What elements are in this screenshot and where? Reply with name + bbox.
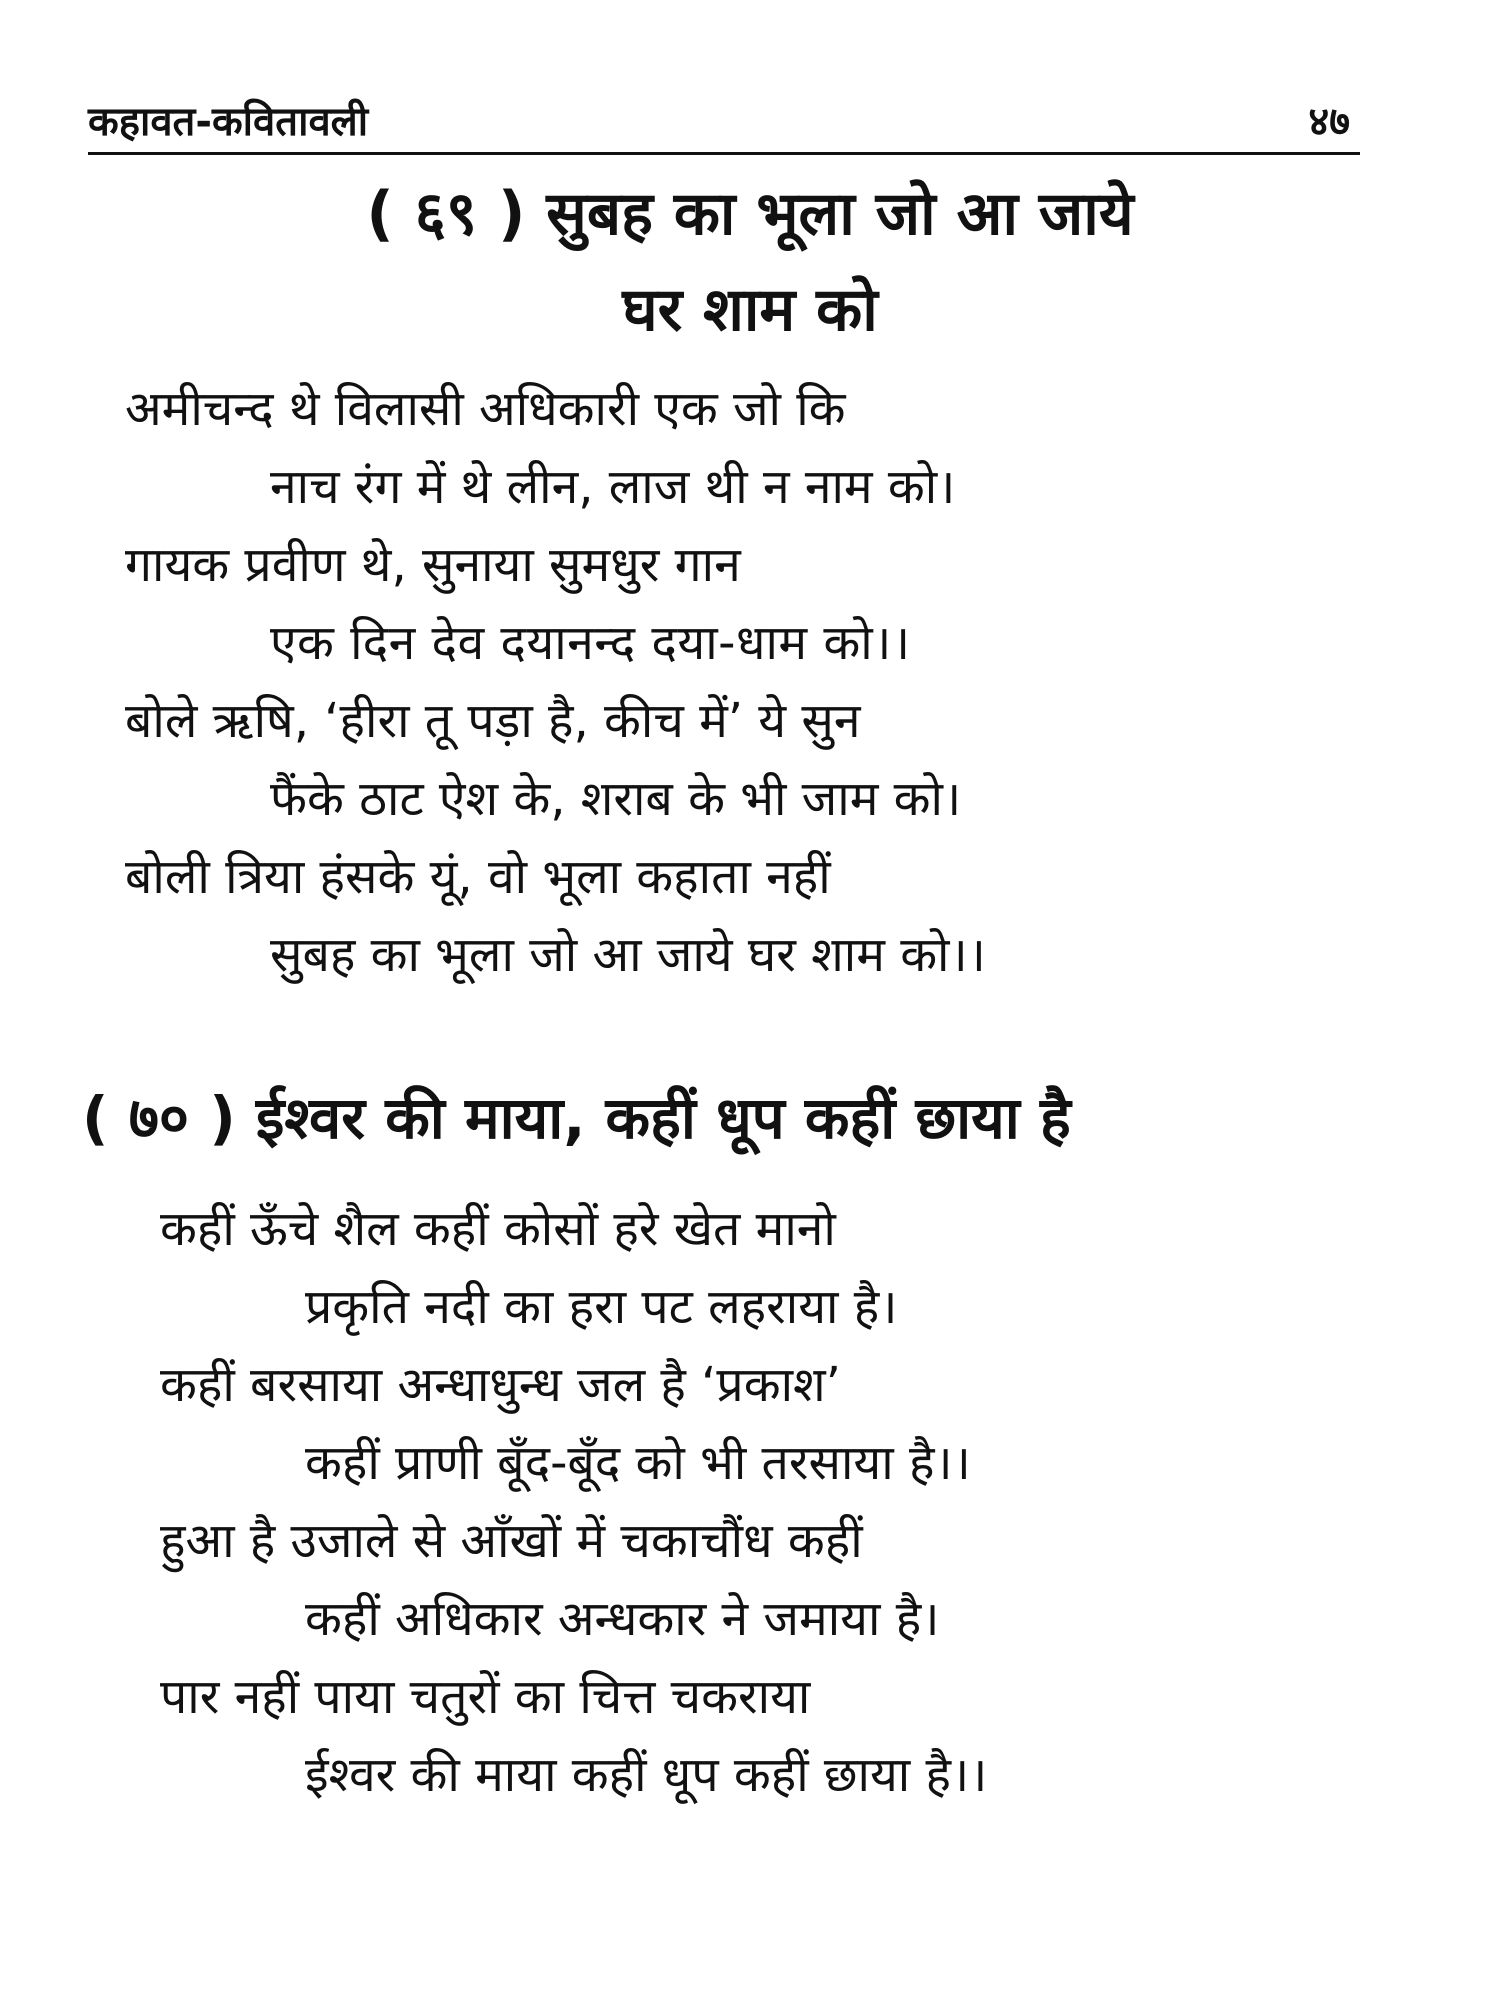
running-header (88, 96, 1360, 152)
poem-69-verse (125, 370, 986, 994)
header-rule (88, 152, 1360, 155)
verse-line: कहीं ऊँचे शैल कहीं कोसों हरे खेत मानो (160, 1201, 836, 1257)
poem-title-69-line-1: ( ६९ ) सुबह का भूला जो आ जाये (366, 179, 1134, 249)
poem-title-69-line-2: घर शाम को (622, 275, 878, 345)
poem-title-70: ( ७० ) ईश्वर की माया, कहीं धूप कहीं छाया है (82, 1084, 1071, 1152)
poem-70-verse (160, 1190, 987, 1814)
verse-line: कहीं अधिकार अन्धकार ने जमाया है। (305, 1591, 940, 1647)
verse-line: फैंके ठाट ऐश के, शराब के भी जाम को। (270, 771, 962, 827)
verse-line: हुआ है उजाले से आँखों में चकाचौंध कहीं (160, 1513, 863, 1569)
verse-line: नाच रंग में थे लीन, लाज थी न नाम को। (270, 459, 956, 515)
verse-line: अमीचन्द थे विलासी अधिकारी एक जो कि (125, 381, 846, 437)
verse-line: गायक प्रवीण थे, सुनाया सुमधुर गान (125, 537, 741, 593)
verse-line: सुबह का भूला जो आ जाये घर शाम को।। (270, 927, 986, 983)
verse-line: ईश्वर की माया कहीं धूप कहीं छाया है।। (305, 1747, 988, 1803)
verse-line: प्रकृति नदी का हरा पट लहराया है। (305, 1279, 898, 1335)
verse-line: एक दिन देव दयानन्द दया-धाम को।। (270, 615, 911, 671)
verse-line: बोली त्रिया हंसके यूं, वो भूला कहाता नहीं (125, 849, 831, 905)
page-number: ४७ (1308, 99, 1350, 145)
verse-line: कहीं बरसाया अन्धाधुन्ध जल है ‘प्रकाश’ (160, 1357, 841, 1413)
verse-line: पार नहीं पाया चतुरों का चित्त चकराया (160, 1669, 811, 1725)
verse-line: बोले ऋषि, ‘हीरा तू पड़ा है, कीच में’ ये सुन (125, 693, 861, 749)
verse-line: कहीं प्राणी बूँद-बूँद को भी तरसाया है।। (305, 1435, 971, 1491)
book-title: कहावत-कवितावली (88, 99, 369, 145)
poem-title-69 (0, 166, 1500, 358)
